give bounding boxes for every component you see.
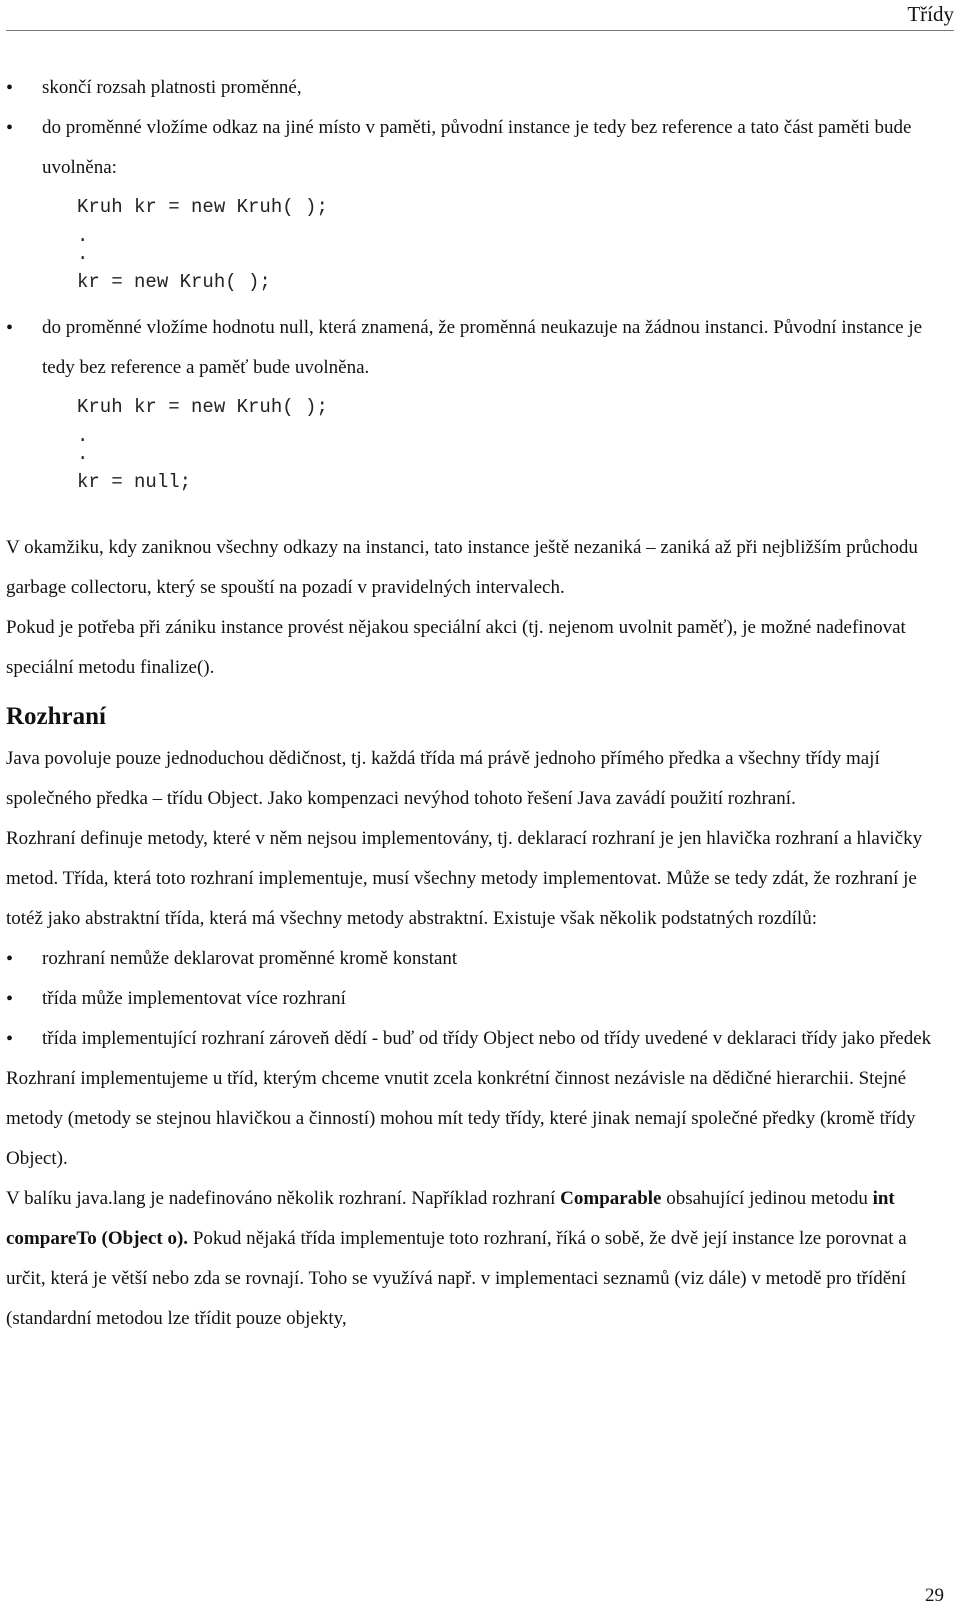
bullet-icon: • [6,1028,14,1050]
code-line: . [77,425,89,447]
code-line: . [77,243,89,265]
list-item [6,68,942,108]
bullet-icon: • [6,948,14,970]
list-item [6,1019,942,1059]
code-block [6,388,942,502]
code-line: kr = null; [77,471,192,493]
paragraph: Rozhraní implementujeme u tříd, kterým chceme vnutit zcela konkrétní činnost nezávisle na dědičné hierarchii. Stejné metody (metody se stejnou hlavičkou a činností) mohou mít tedy třídy, které jinak nemají společné předky (kromě třídy Object). [6,1068,916,1169]
list-item-text: skončí rozsah platnosti proměnné, [42,77,302,98]
list-item [6,308,942,388]
method-signature: int compareTo (Object o). [6,1188,895,1249]
code-line: . [77,443,89,465]
list-item-text: třída implementující rozhraní zároveň dědí - buď od třídy Object nebo od třídy uvedené v deklaraci třídy jako předek [42,1028,932,1049]
list-item-text: do proměnné vložíme odkaz na jiné místo v paměti, původní instance je tedy bez reference a tato část paměti bude uvolněna: [42,117,912,178]
bullet-icon: • [6,117,14,139]
document-body [6,68,942,1339]
paragraph: V okamžiku, kdy zaniknou všechny odkazy na instanci, tato instance ještě nezaniká – zaniká až při nejbližším průchodu garbage collectoru, který se spouští na pozadí v pravidelných intervalech. [6,537,918,598]
section-heading: Rozhraní [6,703,106,730]
list-item [6,979,942,1019]
paragraph-text: Pokud nějaká třída implementuje toto rozhraní, říká o sobě, že dvě její instance lze porovnat a určit, která je větší nebo zda se rovnají. Toho se využívá např. v implementaci seznamů (viz dále) v metodě pro třídění (standardní metodou lze třídit pouze objekty, [6,1228,907,1329]
paragraph: Java povoluje pouze jednoduchou dědičnost, tj. každá třída má právě jednoho přímého předka a všechny třídy mají společného předka – třídu Object. Jako kompenzaci nevýhod tohoto řešení Java zavádí použití rozhraní. [6,748,880,809]
paragraph-text: obsahující jedinou metodu [661,1188,873,1209]
code-line: Kruh kr = new Kruh( ); [77,196,328,218]
bullet-icon: • [6,77,14,99]
paragraph: Pokud je potřeba při zániku instance provést nějakou speciální akci (tj. nejenom uvolnit paměť), je možné nadefinovat speciální metodu finalize(). [6,617,906,678]
paragraph-text: V balíku java.lang je nadefinováno několik rozhraní. Například rozhraní [6,1188,561,1209]
paragraph: Rozhraní definuje metody, které v něm nejsou implementovány, tj. deklarací rozhraní je jen hlavička rozhraní a hlavičky metod. Třída, která toto rozhraní implementuje, musí všechny metody implementovat. Může se tedy zdát, že rozhraní je totéž jako abstraktní třída, která má všechny metody abstraktní. Existuje však několik podstatných rozdílů: [6,828,923,929]
bullet-icon: • [6,317,14,339]
list-item-text: třída může implementovat více rozhraní [42,988,346,1009]
list-item [6,108,942,188]
list-item [6,939,942,979]
header-title: Třídy [907,2,954,26]
code-line: kr = new Kruh( ); [77,271,271,293]
list-item-text: do proměnné vložíme hodnotu null, která znamená, že proměnná neukazuje na žádnou instanci. Původní instance je tedy bez reference a paměť bude uvolněna. [42,317,923,378]
bullet-icon: • [6,988,14,1010]
list-item-text: rozhraní nemůže deklarovat proměnné kromě konstant [42,948,458,969]
code-block [6,188,942,302]
paragraph [6,1179,942,1339]
code-line: . [77,225,89,247]
page-number: 29 [925,1585,944,1606]
code-line: Kruh kr = new Kruh( ); [77,396,328,418]
page-header [6,0,954,31]
interface-name: Comparable [560,1188,662,1209]
